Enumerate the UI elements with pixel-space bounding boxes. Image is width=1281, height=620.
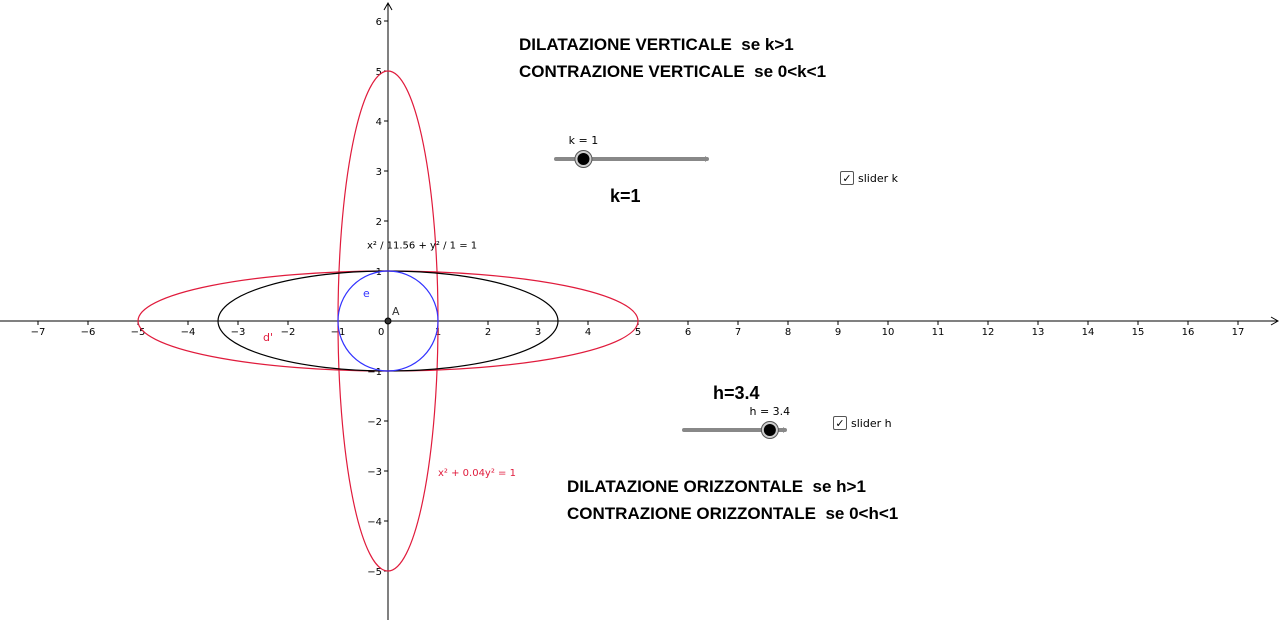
point-a[interactable] (385, 318, 391, 324)
x-tick-label: 8 (784, 327, 792, 338)
x-tick-label: 2 (484, 327, 492, 338)
h-value-text: h=3.4 (713, 383, 760, 403)
x-tick-label: 0 (378, 327, 385, 338)
x-tick-label: 17 (1231, 327, 1245, 338)
slider-h-end-arrow-icon (783, 427, 787, 433)
slider-k-checkbox[interactable] (840, 171, 898, 185)
checkbox-checked-icon[interactable]: ✓ (833, 416, 847, 430)
y-tick-label: 2 (375, 217, 382, 228)
x-tick-label: 10 (881, 327, 895, 338)
y-tick-label: −3 (367, 467, 382, 478)
horizontal-dilation-title: DILATAZIONE ORIZZONTALE se h>1 (567, 477, 866, 496)
x-tick-label: −4 (180, 327, 196, 338)
x-tick-label: 16 (1181, 327, 1195, 338)
x-tick-label: 9 (834, 327, 842, 338)
slider-h-checkbox[interactable] (833, 416, 892, 430)
y-tick-label: 6 (375, 17, 382, 28)
y-tick-label: −4 (367, 517, 382, 528)
red-ellipse-equation: x² + 0.04y² = 1 (438, 468, 516, 479)
x-tick-label: −2 (280, 327, 296, 338)
slider-h[interactable] (684, 405, 790, 439)
vertical-dilation-title: DILATAZIONE VERTICALE se k>1 (519, 35, 794, 54)
circle-e-label: e (363, 287, 370, 300)
slider-h-checkbox-label: slider h (851, 416, 892, 430)
x-tick-label: 13 (1031, 327, 1045, 338)
ellipse-d-prime-label: d' (263, 331, 274, 344)
x-tick-label: 4 (584, 327, 592, 338)
x-tick-label: 15 (1131, 327, 1145, 338)
y-tick-label: 5 (375, 67, 382, 78)
x-tick-label: 11 (931, 327, 945, 338)
k-value-text: k=1 (610, 186, 641, 206)
point-a-label: A (392, 305, 400, 318)
x-tick-label: 6 (684, 327, 692, 338)
x-tick-label: 1 (434, 327, 442, 338)
x-tick-label: −7 (30, 327, 46, 338)
y-tick-label: 1 (375, 267, 382, 278)
slider-k-end-arrow-icon (705, 156, 709, 162)
slider-h-knob[interactable] (764, 424, 776, 436)
x-tick-label: 5 (634, 327, 642, 338)
x-tick-label: 7 (734, 327, 742, 338)
slider-h-label: h = 3.4 (749, 405, 791, 418)
curve-labels (263, 241, 516, 480)
y-tick-label: −1 (367, 367, 382, 378)
checkbox-checked-icon[interactable]: ✓ (840, 171, 854, 185)
x-tick-label: 12 (981, 327, 995, 338)
y-tick-label: −2 (367, 417, 382, 428)
x-tick-label: −3 (230, 327, 246, 338)
y-tick-label: −5 (367, 567, 382, 578)
x-tick-label: −1 (330, 327, 346, 338)
x-tick-label: 3 (534, 327, 542, 338)
vertical-contraction-title: CONTRAZIONE VERTICALE se 0<k<1 (519, 62, 827, 81)
horizontal-contraction-title: CONTRAZIONE ORIZZONTALE se 0<h<1 (567, 504, 899, 523)
slider-k[interactable] (556, 134, 709, 168)
x-tick-label: −6 (80, 327, 96, 338)
y-tick-label: 3 (375, 167, 382, 178)
slider-k-checkbox-label: slider k (858, 171, 898, 185)
x-tick-label: −5 (130, 327, 146, 338)
slider-k-knob[interactable] (577, 153, 589, 165)
black-ellipse-equation: x² / 11.56 + y² / 1 = 1 (367, 240, 478, 252)
slider-k-label: k = 1 (568, 134, 599, 147)
y-tick-label: 4 (375, 117, 382, 128)
x-tick-label: 14 (1081, 327, 1095, 338)
axes (0, 3, 1278, 620)
